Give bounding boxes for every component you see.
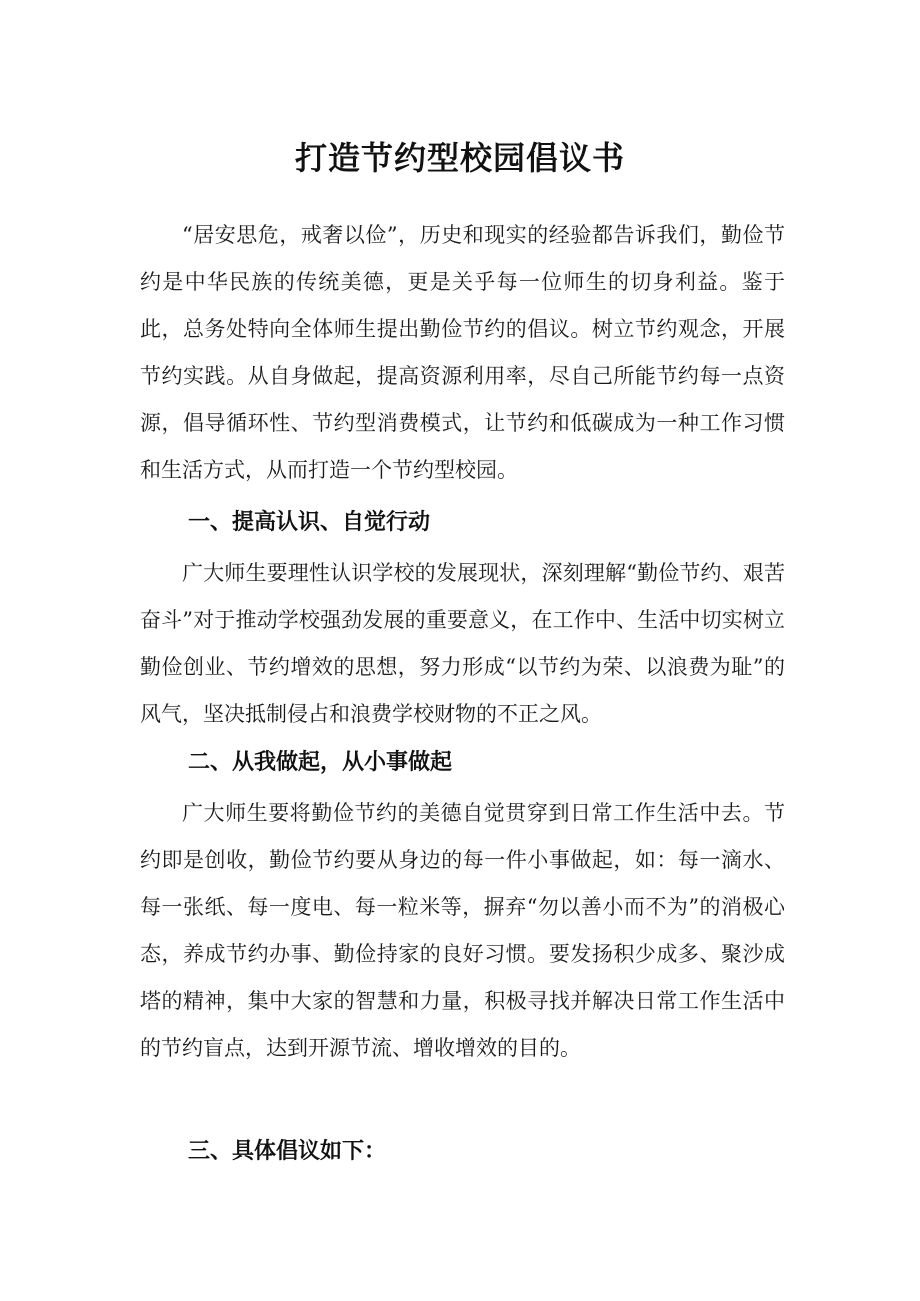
section-1-paragraph: 广大师生要理性认识学校的发展现状，深刻理解“勤俭节约、艰苦奋斗”对于推动学校强劲发展的重要意义，在工作中、生活中切实树立勤俭创业、节约增效的思想，努力形成“以节约为荣、以浪费为耻”的风气，坚决抵制侵占和浪费学校财物的不正之风。 xyxy=(140,561,785,726)
intro-paragraph: “居安思危，戒奢以俭”，历史和现实的经验都告诉我们，勤俭节约是中华民族的传统美德，更是关乎每一位师生的切身利益。鉴于此，总务处特向全体师生提出勤俭节约的倡议。树立节约观念，开展节约实践。从自身做起，提高资源利用率，尽自己所能节约每一点资源，倡导循环性、节约型消费模式，让节约和低碳成为一种工作习惯和生活方式，从而打造一个节约型校园。 xyxy=(140,223,785,482)
section-2-paragraph: 广大师生要将勤俭节约的美德自觉贯穿到日常工作生活中去。节约即是创收，勤俭节约要从身边的每一件小事做起，如：每一滴水、每一张纸、每一度电、每一粒米等，摒弃“勿以善小而不为”的消极心态，养成节约办事、勤俭持家的良好习惯。要发扬积少成多、聚沙成塔的精神，集中大家的智慧和力量，积极寻找并解决日常工作生活中的节约盲点，达到开源节流、增收增效的目的。 xyxy=(140,801,785,1060)
document-title: 打造节约型校园倡议书 xyxy=(294,139,625,177)
section-heading-1: 一、提高认识、自觉行动 xyxy=(188,510,431,535)
section-heading-3: 三、具体倡议如下： xyxy=(188,1139,387,1164)
section-heading-2: 二、从我做起，从小事做起 xyxy=(188,750,453,775)
